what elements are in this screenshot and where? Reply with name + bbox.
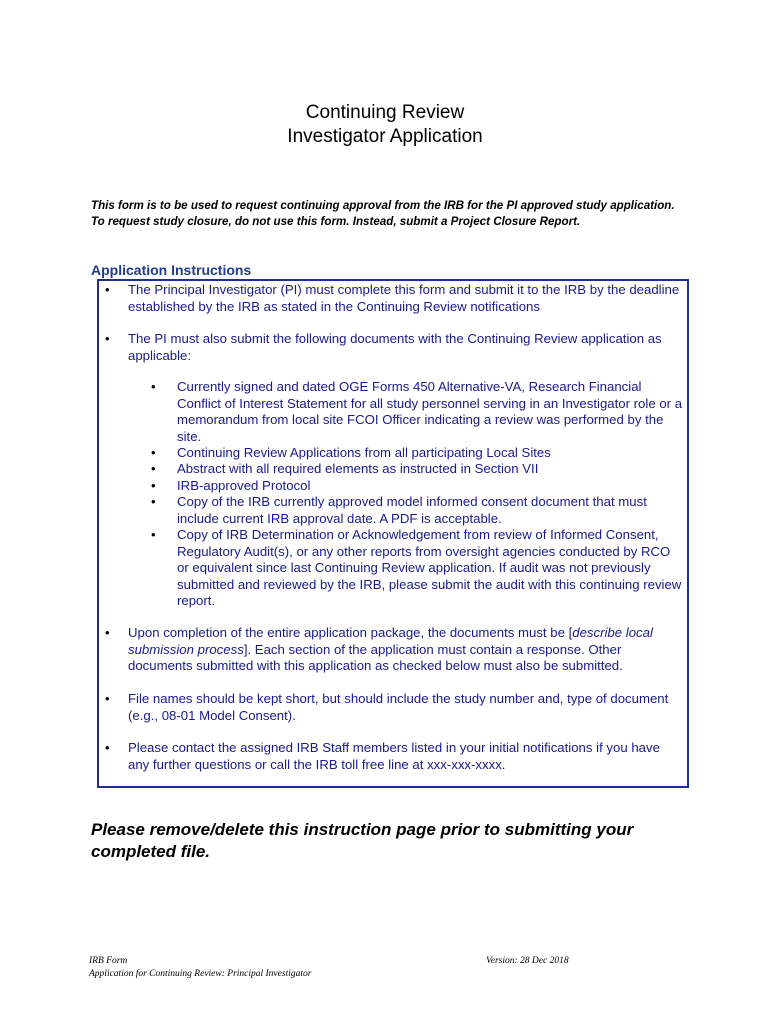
- remove-instructions-note: Please remove/delete this instruction page prior to submitting your completed file.: [91, 820, 634, 861]
- sub-item-2-text: Continuing Review Applications from all participating Local Sites: [177, 445, 551, 460]
- intro-paragraph: This form is to be used to request continuing approval from the IRB for the PI approved study application. To request study closure, do not use this form. Instead, submit a Project Closure Report.: [91, 199, 675, 228]
- title-line-2: Investigator Application: [287, 126, 483, 147]
- footer-version: Version: 28 Dec 2018: [486, 956, 569, 966]
- instruction-item-1-text: The Principal Investigator (PI) must complete this form and submit it to the IRB by the deadline established by the IRB as stated in the Continuing Review notifications: [128, 282, 680, 314]
- footer-form-subtitle: Application for Continuing Review: Principal Investigator: [89, 969, 312, 979]
- page-footer: [89, 955, 609, 981]
- bullet-icon: •: [151, 379, 156, 394]
- instructions-box: [97, 279, 689, 788]
- sub-item-3-text: Abstract with all required elements as instructed in Section VII: [177, 461, 539, 476]
- item-3-placeholder: describe local submission process: [128, 625, 653, 657]
- item-3-pre: Upon completion of the entire application package, the documents must be [: [128, 625, 573, 640]
- bullet-icon: •: [151, 494, 156, 509]
- bullet-icon: •: [105, 740, 110, 755]
- bullet-icon: •: [105, 691, 110, 706]
- item-3-post: ]. Each section of the application must contain a response. Other documents submitted with this application as checked below must also be submitted.: [128, 641, 623, 673]
- sub-item-5-text: Copy of the IRB currently approved model informed consent document that must include current IRB approval date. A PDF is acceptable.: [177, 494, 647, 526]
- bullet-icon: •: [105, 625, 110, 640]
- footer-form-name: IRB Form: [89, 956, 128, 966]
- bullet-icon: •: [151, 527, 156, 542]
- bullet-icon: •: [151, 461, 156, 476]
- sub-item-6-text: Copy of IRB Determination or Acknowledgement from review of Informed Consent, Regulatory Audit(s), or any other reports from oversight agencies conducted by RCO or equivalent since last Continuing Review application. If audit was not previously submitted and reviewed by the IRB, please submit the audit with this continuing review report.: [177, 527, 682, 608]
- sub-item-1-text: Currently signed and dated OGE Forms 450 Alternative-VA, Research Financial Conflict of Interest Statement for all study personnel serving in an Investigator role or a memorandum from local site FCOI Officer indicating a review was performed by the site.: [177, 379, 683, 444]
- sub-item-4-text: IRB-approved Protocol: [177, 478, 311, 493]
- instruction-item-5-text: Please contact the assigned IRB Staff members listed in your initial notifications if you have any further questions or call the IRB toll free line at xxx-xxx-xxxx.: [128, 740, 660, 772]
- instruction-item-2-text: The PI must also submit the following documents with the Continuing Review application as applicable:: [128, 331, 662, 363]
- title-line-1: Continuing Review: [305, 102, 465, 123]
- document-title: [0, 101, 770, 149]
- bullet-icon: •: [151, 445, 156, 460]
- instructions-heading: Application Instructions: [91, 262, 252, 278]
- bullet-icon: •: [151, 478, 156, 493]
- instruction-item-4-text: File names should be kept short, but should include the study number and, type of document (e.g., 08-01 Model Consent).: [128, 691, 669, 723]
- bullet-icon: •: [105, 331, 110, 346]
- bullet-icon: •: [105, 282, 110, 297]
- instruction-item-3-text: [128, 625, 680, 675]
